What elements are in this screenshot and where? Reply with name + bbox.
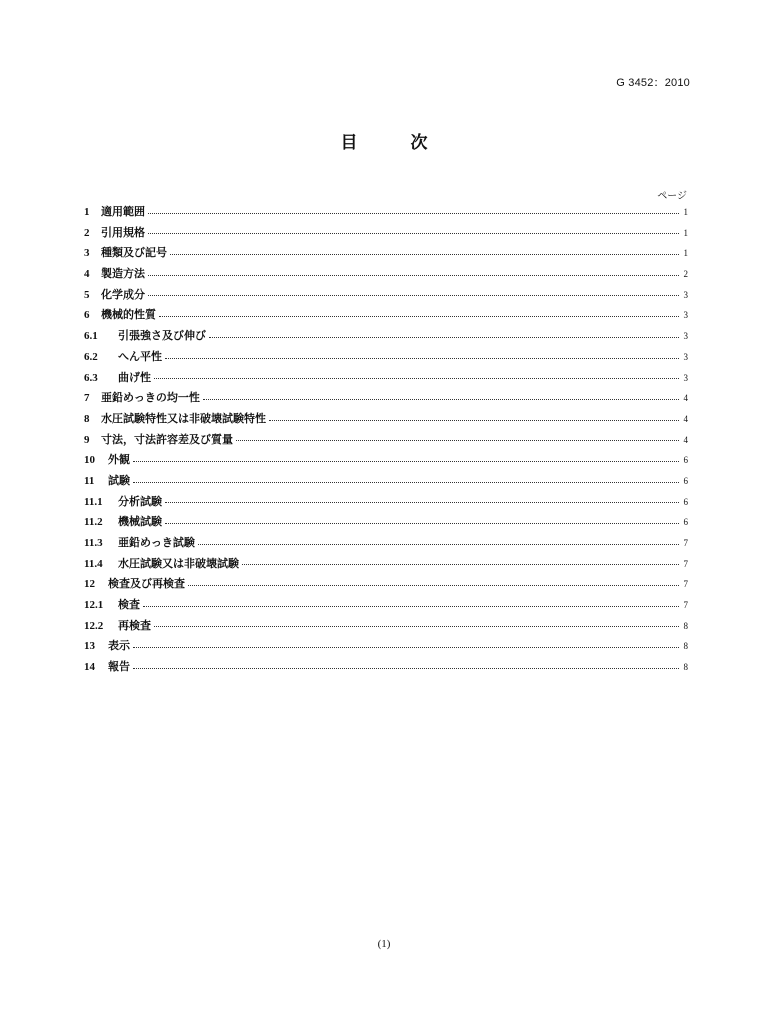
dot-leader [148,294,679,296]
toc-entry-label: 試験 [108,473,130,487]
toc-entry-page: 1 [683,207,688,217]
dot-leader [133,460,679,462]
toc-entry-label: 機械的性質 [101,308,156,322]
toc-entry-number: 7 [84,392,90,405]
toc-entry-page: 3 [683,289,688,300]
toc-entry-label: 報告 [108,660,130,674]
toc-entry-label: 再検査 [118,618,151,632]
toc-entry-page: 8 [683,641,688,652]
toc-entry-page: 6 [683,517,688,528]
dot-leader [269,419,679,421]
toc-entry-number: 1 [84,206,90,218]
toc-entry[interactable] [84,574,688,595]
toc-entry-label: へん平性 [118,349,162,363]
toc-entry-label: 亜鉛めっきの均一性 [101,391,200,405]
dot-leader [159,315,679,317]
toc-entry-number: 11.3 [84,537,103,549]
dot-leader [133,646,679,648]
toc-entry-page: 1 [683,227,688,238]
toc-entry[interactable] [84,368,688,389]
toc-entry-number: 2 [84,226,90,239]
toc-entry[interactable] [84,471,688,492]
toc-entry[interactable] [84,223,688,244]
toc-entry[interactable] [84,388,688,409]
toc-entry-page: 3 [683,351,688,362]
toc-entry-label: 亜鉛めっき試験 [118,536,195,549]
toc-entry-number: 3 [84,247,90,260]
toc-entry-label: 表示 [108,639,130,653]
toc-entry-label: 外観 [108,453,130,467]
toc-entry-number: 12.2 [84,619,104,632]
toc-entry-label: 機械試験 [118,515,162,529]
dot-leader [198,543,679,545]
dot-leader [133,481,679,483]
toc-entry-page: 6 [683,475,688,486]
dot-leader [165,522,679,524]
toc-entry-label: 寸法，寸法許容差及び質量 [101,432,233,446]
toc-entry-page: 3 [683,372,688,383]
toc-entry-number: 6 [84,309,90,322]
toc-entry-number: 12 [84,578,95,591]
dot-leader [148,274,679,276]
toc-entry-page: 7 [683,558,688,569]
page-number-footer: (1) [377,938,391,950]
toc-entry-page: 7 [683,579,688,590]
dot-leader [165,357,679,359]
toc-entry[interactable] [84,657,688,678]
toc-entry-page: 8 [683,662,688,673]
toc-entry-number: 13 [84,640,95,653]
toc-entry-number: 9 [84,433,90,446]
toc-entry-label: 引用規格 [101,225,145,239]
toc-entry-label: 水圧試験特性又は非破壊試験特性 [101,411,266,425]
toc-entry-page: 8 [683,620,688,631]
toc-entry-page: 3 [683,331,688,342]
toc-entry[interactable] [84,305,688,326]
toc-entry-number: 4 [84,268,90,281]
toc-entry[interactable] [84,243,688,264]
toc-entry-page: 4 [683,413,688,424]
toc-entry-page: 6 [683,496,688,507]
toc-entry[interactable] [84,450,688,471]
toc-entry-label: 分析試験 [118,494,162,508]
toc-entry-number: 11.2 [84,516,103,529]
toc-entry-number: 11 [84,474,95,487]
toc-entry-number: 6.3 [84,371,98,384]
dot-leader [242,563,679,565]
toc-entry[interactable] [84,202,688,223]
toc-entry[interactable] [84,595,688,616]
toc-entry-page: 7 [683,538,688,548]
toc-entry-number: 5 [84,288,90,301]
toc-entry-label: 引張強さ及び伸び [118,329,206,343]
toc-entry[interactable] [84,264,688,285]
toc-entry[interactable] [84,512,688,533]
toc-entry[interactable] [84,616,688,637]
toc-entry-label: 水圧試験又は非破壊試験 [118,556,239,570]
toc-entry[interactable] [84,554,688,575]
toc-entry-number: 12.1 [84,599,104,612]
toc-entry[interactable] [84,492,688,513]
toc-entry-page: 7 [683,600,688,611]
toc-entry-number: 10 [84,454,95,467]
toc-entry-label: 検査 [118,598,140,612]
toc-entry-number: 11.1 [84,495,103,508]
toc-entry-label: 種類及び記号 [101,246,167,260]
table-of-contents [84,202,688,678]
toc-entry-label: 化学成分 [101,287,145,301]
dot-leader [188,584,679,586]
toc-entry-page: 3 [683,310,688,321]
toc-entry-number: 14 [84,661,95,674]
toc-entry[interactable] [84,636,688,657]
toc-entry[interactable] [84,347,688,368]
toc-entry-page: 4 [683,393,688,404]
dot-leader [165,501,679,503]
toc-entry-number: 11.4 [84,557,103,570]
toc-entry-page: 6 [683,455,688,466]
toc-entry-number: 6.1 [84,330,98,343]
toc-entry-label: 曲げ性 [118,370,151,384]
dot-leader [148,232,679,234]
toc-entry[interactable] [84,409,688,430]
page-title: 目 次 [340,133,446,153]
dot-leader [148,212,679,214]
toc-entry-number: 8 [84,412,90,425]
dot-leader [236,439,679,441]
document-code: G 3452：2010 [616,77,690,89]
dot-leader [154,377,679,379]
toc-entry-page: 4 [683,434,688,445]
dot-leader [143,605,679,607]
dot-leader [209,336,679,338]
toc-entry-label: 検査及び再検査 [108,577,185,591]
toc-entry[interactable] [84,533,688,554]
toc-entry[interactable] [84,430,688,451]
toc-entry-number: 6.2 [84,350,98,363]
toc-entry-page: 1 [683,248,688,259]
dot-leader [154,625,679,627]
toc-entry-page: 2 [683,269,688,280]
toc-entry[interactable] [84,285,688,306]
dot-leader [203,398,679,400]
dot-leader [133,667,679,669]
dot-leader [170,253,679,255]
page-column-header: ページ [657,191,687,202]
toc-entry-label: 適用範囲 [101,205,145,218]
toc-entry-label: 製造方法 [101,267,145,281]
toc-entry[interactable] [84,326,688,347]
